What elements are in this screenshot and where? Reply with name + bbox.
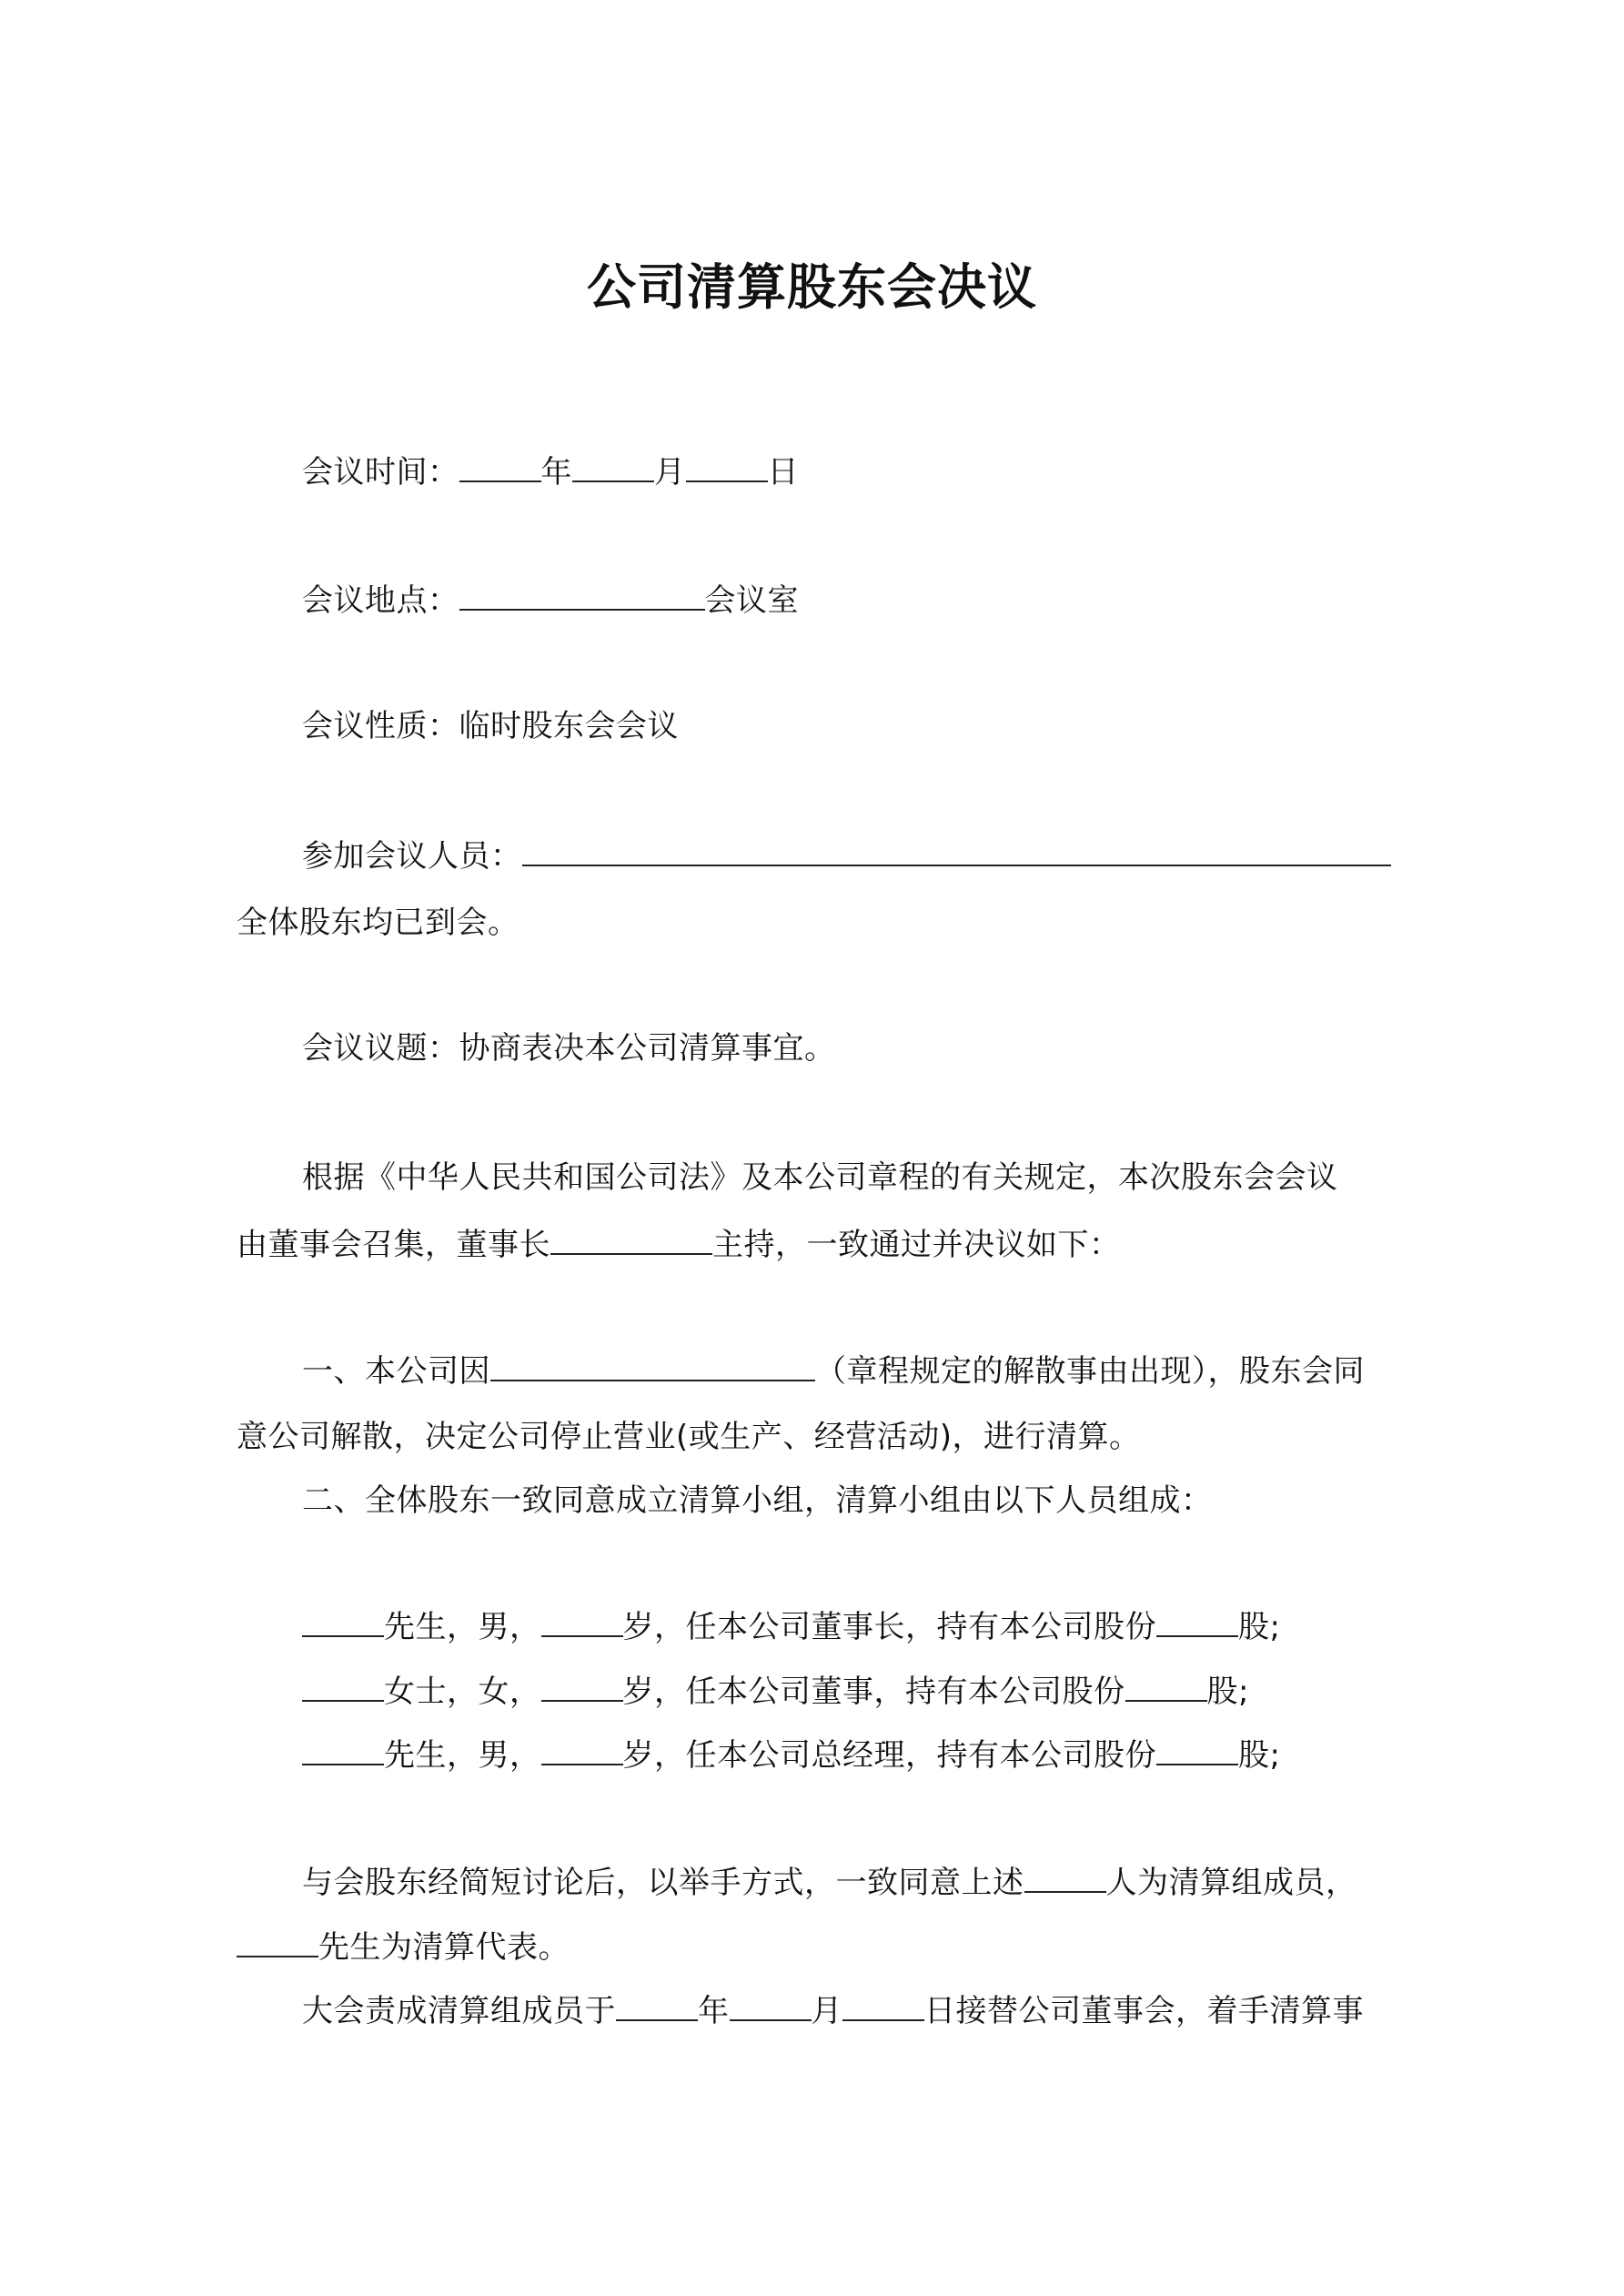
meeting-topic: 会议议题：协商表决本公司清算事宜。 (302, 1030, 836, 1067)
month-label: 月 (654, 454, 686, 491)
member-text: 股; (1238, 1609, 1281, 1645)
item-text: （章程规定的解散事由出现），股东会同 (815, 1353, 1365, 1390)
document-title: 公司清算股东会决议 (587, 258, 1037, 316)
handover-line (302, 1992, 1364, 2029)
preamble-text: 由董事会召集，董事长 (237, 1227, 550, 1263)
meeting-time-label: 会议时间： (302, 454, 459, 491)
blank-field (1156, 1736, 1238, 1765)
meeting-room-label: 会议室 (704, 582, 799, 619)
blank-field (522, 837, 1391, 866)
item-text: 一、本公司因 (302, 1353, 490, 1390)
blank-field (541, 1608, 623, 1637)
blank-field (541, 1736, 623, 1765)
preamble-text: 主持，一致通过并决议如下： (712, 1227, 1121, 1263)
blank-field (1024, 1864, 1106, 1893)
discussion-line-1 (302, 1864, 1357, 1901)
day-label: 日 (767, 454, 799, 491)
blank-field (616, 1992, 698, 2021)
blank-field (302, 1673, 384, 1702)
handover-text: 大会责成清算组成员于 (302, 1993, 616, 2029)
meeting-nature: 会议性质：临时股东会会议 (302, 708, 679, 744)
blank-field (541, 1673, 623, 1702)
discussion-line-2 (237, 1928, 570, 1966)
attendees-label: 参加会议人员： (302, 838, 522, 875)
member-text: 股; (1238, 1737, 1281, 1774)
discussion-text: 与会股东经简短讨论后，以举手方式，一致同意上述 (302, 1865, 1024, 1901)
attendees-continued: 全体股东均已到会。 (237, 905, 519, 941)
meeting-time-line (302, 453, 799, 491)
member-text: 先生，男， (384, 1737, 541, 1774)
member-text: 岁，任本公司董事，持有本公司股份 (622, 1674, 1125, 1710)
member-row (302, 1673, 1249, 1710)
blank-field (730, 1992, 812, 2021)
discussion-text: 人为清算组成员， (1105, 1865, 1357, 1901)
item-1-line-1 (302, 1352, 1365, 1390)
member-row (302, 1736, 1280, 1774)
discussion-text: 先生为清算代表。 (318, 1929, 570, 1966)
blank-field (459, 453, 541, 482)
meeting-place-label: 会议地点： (302, 582, 459, 619)
preamble-line-1: 根据《中华人民共和国公司法》及本公司章程的有关规定，本次股东会会议 (302, 1159, 1338, 1196)
blank-field (237, 1928, 318, 1957)
blank-field (302, 1736, 384, 1765)
member-text: 岁，任本公司董事长，持有本公司股份 (622, 1609, 1156, 1645)
blank-field (302, 1608, 384, 1637)
blank-field (686, 453, 768, 482)
attendees-line (302, 837, 1391, 875)
blank-field (459, 582, 705, 611)
member-row (302, 1608, 1280, 1645)
item-1-line-2: 意公司解散，决定公司停止营业(或生产、经营活动)，进行清算。 (237, 1419, 1141, 1455)
member-text: 先生，男， (384, 1609, 541, 1645)
blank-field (572, 453, 654, 482)
preamble-line-2 (237, 1226, 1121, 1263)
member-text: 股; (1206, 1674, 1249, 1710)
member-text: 女士，女， (384, 1674, 541, 1710)
year-label: 年 (698, 1993, 730, 2029)
month-label: 月 (811, 1993, 842, 2029)
handover-text: 日接替公司董事会，着手清算事 (924, 1993, 1364, 2029)
year-label: 年 (540, 454, 572, 491)
blank-field (550, 1226, 712, 1255)
blank-field (1125, 1673, 1207, 1702)
blank-field (1156, 1608, 1238, 1637)
item-2: 二、全体股东一致同意成立清算小组，清算小组由以下人员组成： (302, 1482, 1213, 1519)
meeting-place-line (302, 582, 799, 619)
blank-field (490, 1352, 815, 1381)
blank-field (842, 1992, 924, 2021)
member-text: 岁，任本公司总经理，持有本公司股份 (622, 1737, 1156, 1774)
